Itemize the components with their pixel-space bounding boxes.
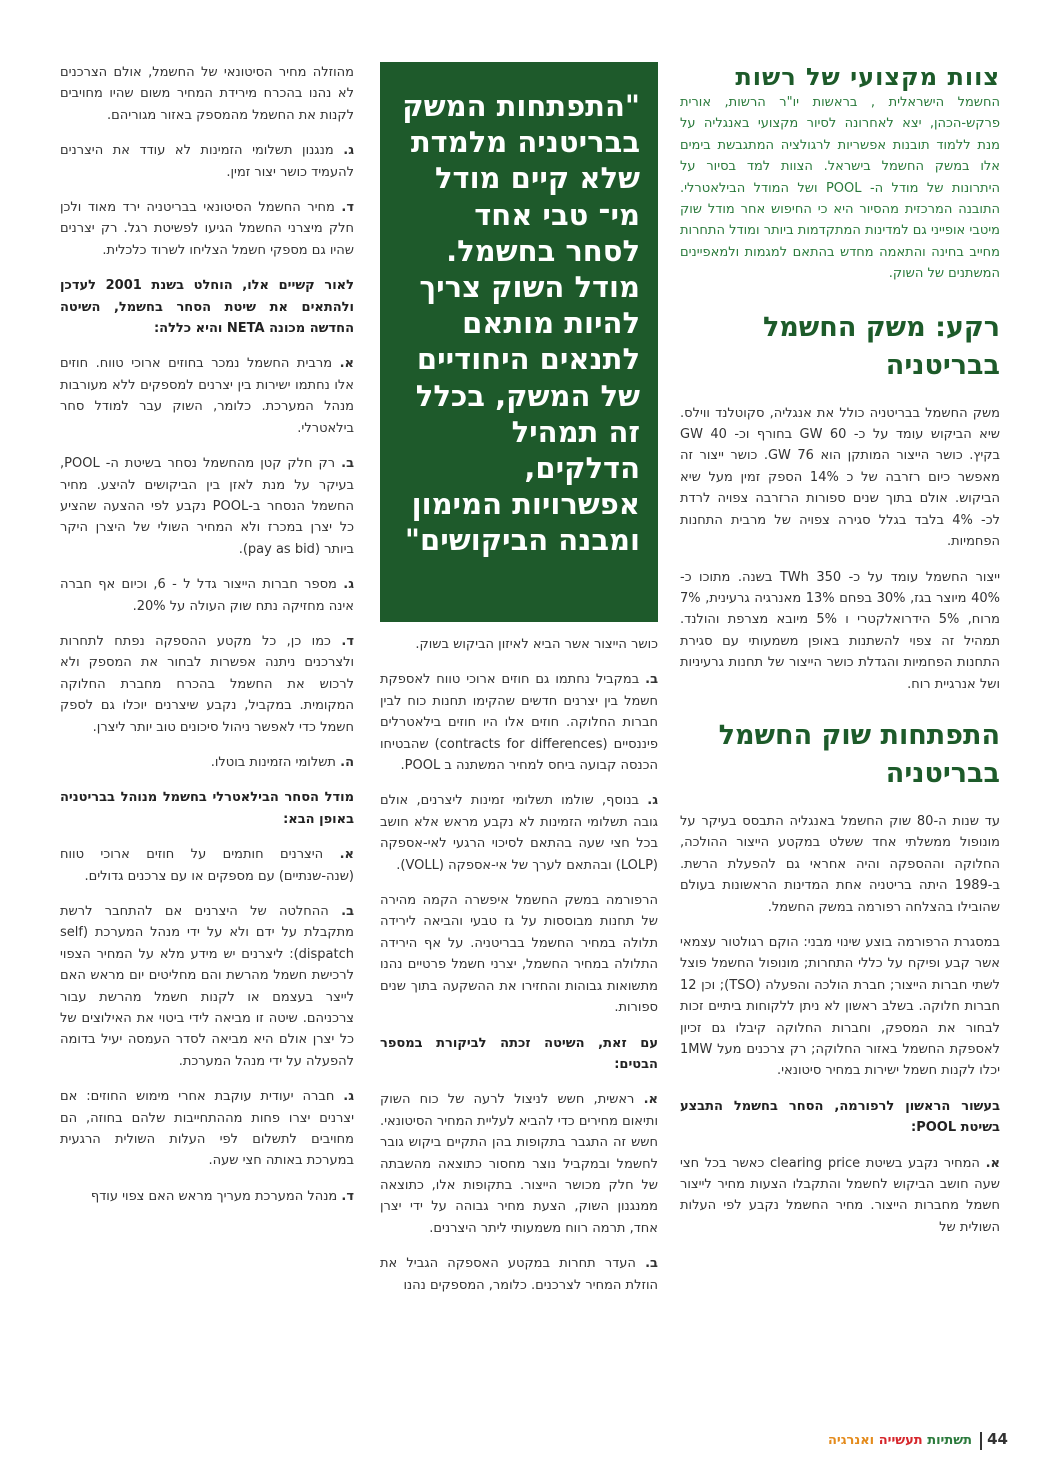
neta-item-g-label: ג. <box>343 577 354 593</box>
middle-item-b-label: ב. <box>645 672 658 688</box>
middle-item-g-label: ג. <box>647 793 658 809</box>
middle-item-b <box>380 669 658 776</box>
left-item-g-label: ג. <box>343 143 355 159</box>
middle-item-b-text: במקביל נחתמו גם חוזים ארוכי טווח לאספקת חשמל בין יצרנים חדשים שהקימו תחנות כוח לבין חברות החלוקה. חוזים אלו היו חוזים בילאטרלים פיננסיים (contracts for differences) שהבטיחו הכנסה קבועה ביחס למחיר המשתנה ב POOL. <box>380 672 658 774</box>
neta-item-g <box>60 574 354 617</box>
background-paragraph-1: משק החשמל בבריטניה כולל את אנגליה, סקוטלנד ווילס. שיא הביקוש עומד על כ- 60 GW בחורף וכ- GW 40 בקיץ. כושר הייצור המותקן הוא GW 76. כושר ייצור זה מאפשר כיום רזרבה של כ 14% הספק זמין מעל שיא הביקוש. אולם בתוך שנים ספורות הרזרבה צפויה לרדת לכ- 4% בלבד בגלל סגירה צפויה של מרבית התחנות הפחמיות. <box>680 405 1001 550</box>
market-paragraph-2: במסגרת הרפורמה בוצע שינוי מבני: הוקם רגולטור עצמאי אשר קבע ופיקח על כללי התחרות; מונופול החשמל פוצל לשתי חברות הייצור; חברת הולכה והפעלה (TSO); וכן 12 חברות חלוקה. בשלב ראשון לא ניתן ללקוחות ביתיים זכות לבחור את המספק, וחברות החלוקה קיבלו גם זכיון לאספקת החשמל באזור החלוקה; רק צרכנים מעל 1MW יכלו לקנות חשמל ישירות במחיר סיטונאי. <box>680 934 1000 1079</box>
bilateral-item-g-label: ג. <box>343 1089 354 1105</box>
reform-paragraph: הרפורמה במשק החשמל איפשרה הקמה מהירה של תחנות מבוססות על גז טבעי והביאה לירידה תלולה במחיר החשמל בבריטניה. על אף הירידה התלולה במחיר החשמל, יצרני חשמל פרטיים נהנו מתשואות גבוהות והחזירו את ההשקעה בתוך שנים ספורות. <box>380 893 658 1016</box>
left-item-d-text: מחיר החשמל הסיטונאי בבריטניה ירד מאוד ולכן חלק מיצרני החשמל הגיעו לפשיטת רגל. רק יצרנים שהיו גם מספקי חשמל הצליחו לשרוד כלכלית. <box>60 200 354 258</box>
bilateral-item-d-text: מנהל המערכת מעריך מראש האם צפוי עודף <box>90 1188 338 1204</box>
magazine-name-part-1: תשתיות <box>927 1433 972 1448</box>
neta-item-b <box>60 453 354 560</box>
bilateral-item-b-label: ב. <box>341 904 354 919</box>
bilateral-item-b <box>60 901 354 1072</box>
footer-divider <box>980 1432 982 1450</box>
neta-item-a <box>60 353 354 439</box>
neta-item-b-text: רק חלק קטן מהחשמל נסחר בשיטת ה- POOL, בעיקר על מנת לאזן בין הביקושים להיצע. מחיר החשמל הנסחר ב-POOL נקבע לפי ההצעה שהציע כל יצרן במכרז ולא המחיר השולי של היצרן היקר ביותר (pay as bid). <box>60 456 354 557</box>
neta-item-d-label: ד. <box>341 633 354 649</box>
pool-item-a <box>680 1153 1000 1239</box>
neta-item-g-text: מספר חברות הייצור גדל ל - 6, וכיום אף חברה אינה מחזיקה נתח שוק העולה על 20%. <box>60 577 354 614</box>
left-item-g <box>60 140 354 183</box>
magazine-name <box>828 1433 972 1448</box>
criticism-item-a-text: ראשית, חשש לניצול לרעה של כוח השוק ותיאום מחירים כדי להביא לעליית המחיר הסיטונאי. חשש זה התגבר בתקופות בהן התקיים ביקוש גובר לחשמל ובמקביל נוצר מחסור כתוצאה מהשבתה של חלק מכושר הייצור. בתקופות אלו, כתוצאה ממנגנון השוק, הצעת מחיר גבוהה על ידי יצרן אחד, תרמה רווח משמעותי ליתר היצרנים. <box>380 1092 658 1236</box>
criticism-item-b-label: ב. <box>645 1256 658 1272</box>
middle-item-g <box>380 790 658 876</box>
neta-item-h-label: ה. <box>340 754 354 770</box>
neta-item-b-label: ב. <box>341 456 354 472</box>
bilateral-item-b-text: ההחלטה של היצרנים אם להתחבר לרשת מתקבלת על ידם ולא על ידי מנהל המערכת (self dispatch): ליצרנים יש מידע מלא על המחיר הצפוי לרכישת חשמל מהרשת והם מחליטים יום מראש האם לייצר בעצמם או לקנות חשמל מהרשת עבור צרכניהם. שיטה זו מביאה לידי ביטוי את האילוצים של כל יצרן אולם היא מביאה לסדר העמסה יעיל בדומה להפעלה על ידי מנהל המערכת. <box>60 904 354 1069</box>
page-number: 44 <box>987 1430 1008 1448</box>
bilateral-item-d-label: ד. <box>341 1188 354 1204</box>
left-column <box>60 62 354 1221</box>
bilateral-item-g <box>60 1086 354 1172</box>
bilateral-item-g-text: חברה יעודית עוקבת אחרי מימוש החוזים: אם יצרנים יצרו פחות מההתחייבות שלהם בחוזה, הם מחויבים לתשלום לפי העלות השולית הרגעית במערכת באותה חצי שעה. <box>60 1089 354 1169</box>
pull-quote-box <box>380 62 658 622</box>
page-footer <box>827 1430 1008 1454</box>
neta-item-h <box>60 752 354 773</box>
neta-item-d-text: כמו כן, כל מקטע ההספקה נפתח לתחרות ולצרכנים ניתנה אפשרות לבחור את המספק ולא לרכוש את החשמל בהכרח מחברת החלוקה המקומית. במקביל, נקבע שיצרנים יוכלו גם לספק חשמל כדי לאפשר ניהול סיכונים טוב יותר ליצרן. <box>60 633 354 735</box>
criticism-subheading: עם זאת, השיטה זכתה לביקורת במספר הבטים: <box>380 1035 658 1072</box>
neta-item-h-text: תשלומי הזמינות בוטלו. <box>210 754 336 770</box>
team-heading: צוות מקצועי של רשות <box>735 63 1000 91</box>
bilateral-item-a <box>60 844 354 887</box>
pool-item-a-label: א. <box>985 1155 1000 1171</box>
bilateral-item-d <box>60 1186 354 1207</box>
magazine-name-part-2: תעשייה <box>878 1433 928 1448</box>
neta-item-a-text: מרבית החשמל נמכר בחוזים ארוכי טווח. חוזים אלו נחתמו ישירות בין יצרנים למספקים ללא מעורבות מנהל המערכת. כלומר, השוק עבר למודל סחר בילאטרלי. <box>60 356 354 436</box>
neta-item-d <box>60 631 354 738</box>
middle-column <box>380 634 658 1310</box>
left-item-d <box>60 197 354 261</box>
criticism-item-b <box>380 1253 658 1296</box>
bilateral-item-a-label: א. <box>339 847 354 863</box>
left-continued-text: מהוזלה מחיר הסיטונאי של החשמל, אולם הצרכנים לא נהנו בהכרח מירידת המחיר משום שהיו מחויבים לקנות את החשמל מהמספק באזור מגוריהם. <box>60 65 354 123</box>
background-heading: רקע: משק החשמל בבריטניה <box>762 311 1000 381</box>
criticism-item-b-text: העדר תחרות במקטע האספקה הגביל את הוזלת המחיר לצרכנים. כלומר, המספקים נהנו <box>380 1256 658 1293</box>
criticism-item-a <box>380 1089 658 1239</box>
criticism-item-a-label: א. <box>643 1092 658 1108</box>
left-item-d-label: ד. <box>341 200 355 216</box>
pool-item-a-text: המחיר נקבע בשיטת clearing price כאשר בכל חצי שעה חושב הביקוש לחשמל והתקבלו הצעות מחיר לייצור חשמל מחברות הייצור. מחיר החשמל נקבע לפי העלות השולית של <box>680 1155 1000 1235</box>
bilateral-item-a-text: היצרנים חותמים על חוזים ארוכי טווח (שנה-שנתיים) עם מספקים או עם צרכנים גדולים. <box>60 847 354 884</box>
left-item-g-text: מנגנון תשלומי הזמינות לא עודד את היצרנים להעמיד כושר יצור זמין. <box>60 143 354 180</box>
pool-subheading: בעשור הראשון לרפורמה, הסחר בחשמל התבצע בשיטת POOL: <box>680 1098 1000 1136</box>
background-paragraph-2: ייצור החשמל עומד על כ- TWh 350 בשנה. מתוכו כ- 40% מיוצר בגז, 30% בפחם 13% מאנרגיה גרעינית, 7% מרוח, 5% הידרואלקטרי ו 5% מיובא מצרפת והולנד. תמהיל זה צפוי להשתנות באופן משמעותי עם סגירת התחנות הפחמיות והגדלת כושר הייצור של תחנות גרעיניות ושל אנרגיית רוח. <box>680 569 1001 692</box>
market-paragraph-1: עד שנות ה-80 שוק החשמל באנגליה התבסס בעיקר על מונופול ממשלתי אחד ששלט במקטע הייצור ההולכה, החלוקה וההספקה והיה אחראי גם להפעלת הרשת. ב-1989 היתה בריטניה אחת המדינות הראשונות בעולם שהובילו בהצלחה רפורמה במשק החשמל. <box>680 813 1000 915</box>
team-paragraph: החשמל הישראלית , בראשות יו"ר הרשות, אורית פרקש-הכהן, יצא לאחרונה לסיור מקצועי באנגליה על מנת ללמוד תובנות אפשריות לרגולציה המתגבשת בימים אלו במשק החשמל בישראל. הצוות למד בסיור על היתרונות של מודל ה- POOL ושל המודל הבילאטרלי. התובנה המרכזית מהסיור היא כי החיפוש אחר מודל שוק מיטבי אופייני גם למדינות המתקדמות ביותר ומודל התחרות מחייב בחינה והתאמה מחדש בהתאם למגמות ולמאפיינים המשתנים של השוק. <box>680 95 1000 282</box>
bilateral-subheading: מודל הסחר הבילאטרלי בחשמל מנוהל בבריטניה באופן הבא: <box>60 790 354 827</box>
middle-item-g-text: בנוסף, שולמו תשלומי זמינות ליצרנים, אולם גובה תשלומי הזמינות לא נקבע מראש אלא חושב בכל חצי שעה בהתאם לסיכוי הרגעי לאי-אספקה (LOLP) ובהתאם לערך של אי-אספקה (VOLL). <box>380 793 658 873</box>
right-column <box>680 62 1000 1252</box>
market-heading: התפתחות שוק החשמל בבריטניה <box>718 719 1000 789</box>
neta-subheading: לאור קשיים אלו, הוחלט בשנת 2001 לעדכן ולהתאים את שיטת הסחר בחשמל, השיטה החדשה מכונה NETA והיא כללה: <box>60 278 354 337</box>
middle-continued-text: כושר הייצור אשר הביא לאיזון הביקוש בשוק. <box>415 637 658 652</box>
neta-item-a-label: א. <box>339 356 354 372</box>
magazine-name-part-3: ואנרגיה <box>827 1433 879 1448</box>
pull-quote: "התפתחות המשק בבריטניה מלמדת שלא קיים מודל מי־ טבי אחד לסחר בחשמל. מודל השוק צריך להיות מותאם לתנאים היחודיים של המשק, בכלל זה תמהיל הדלקים, אפשרויות המימון ומבנה הביקושים" <box>402 89 640 558</box>
